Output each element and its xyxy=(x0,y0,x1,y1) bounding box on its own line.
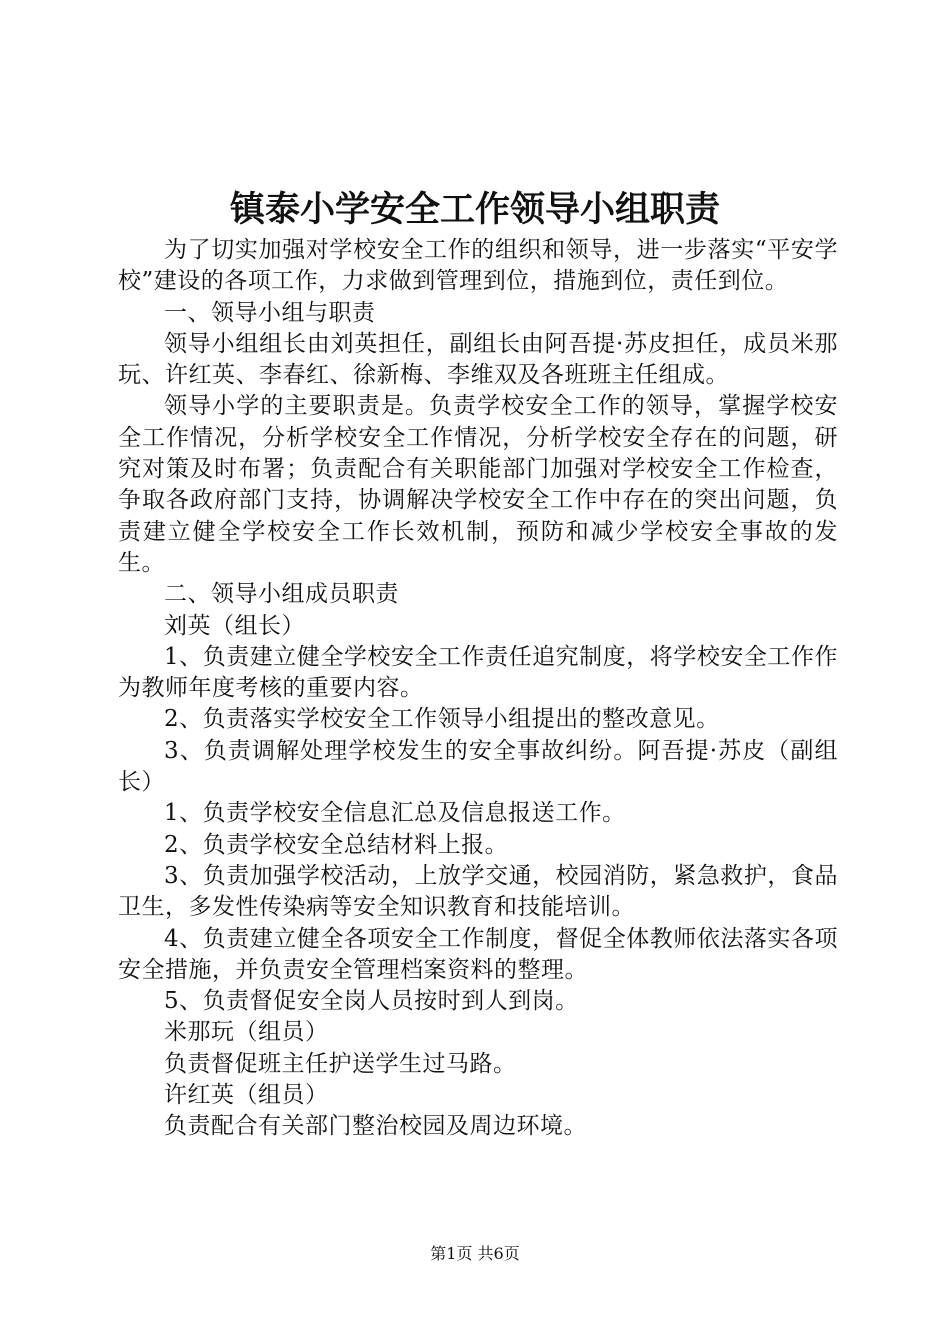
paragraph: 领导小学的主要职责是。负责学校安全工作的领导，掌握学校安全工作情况，分析学校安全工作情况，分析学校安全存在的问题，研究对策及时布署；负责配合有关职能部门加强对学校安全工作检查，争取各政府部门支持，协调解决学校安全工作中存在的突出问题，负责建立健全学校安全工作长效机制，预防和减少学校安全事故的发生。 xyxy=(118,393,838,576)
document-title: 镇泰小学安全工作领导小组职责 xyxy=(229,189,720,230)
paragraph: 负责督促班主任护送学生过马路。 xyxy=(164,1050,517,1077)
document-body xyxy=(118,235,838,1143)
section-heading: 二、领导小组成员职责 xyxy=(164,581,399,608)
list-item: 1、负责学校安全信息汇总及信息报送工作。 xyxy=(164,800,626,827)
list-item: 3、负责调解处理学校发生的安全事故纠纷。阿吾提·苏皮（副组长） xyxy=(118,737,838,796)
list-item: 1、负责建立健全学校安全工作责任追究制度，将学校安全工作作为教师年度考核的重要内容。 xyxy=(118,643,838,702)
list-item: 2、负责落实学校安全工作领导小组提出的整改意见。 xyxy=(164,706,720,733)
list-item: 2、负责学校安全总结材料上报。 xyxy=(164,831,509,858)
list-item: 3、负责加强学校活动，上放学交通，校园消防，紧急救护，食品卫生，多发性传染病等安全知识教育和技能培训。 xyxy=(118,862,838,921)
page-footer: 第1页 共6页 xyxy=(430,1244,520,1263)
member-heading: 许红英（组员） xyxy=(164,1082,329,1109)
member-heading: 刘英（组长） xyxy=(164,612,305,639)
section-heading: 一、领导小组与职责 xyxy=(164,299,376,326)
paragraph: 为了切实加强对学校安全工作的组织和领导，进一步落实“平安学校”建设的各项工作，力求做到管理到位，措施到位，责任到位。 xyxy=(118,237,838,295)
paragraph: 领导小组组长由刘英担任，副组长由阿吾提·苏皮担任，成员米那玩、许红英、李春红、徐新梅、李维双及各班班主任组成。 xyxy=(118,330,838,389)
list-item: 4、负责建立健全各项安全工作制度，督促全体教师依法落实各项安全措施，并负责安全管理档案资料的整理。 xyxy=(118,925,838,983)
member-heading: 米那玩（组员） xyxy=(164,1019,329,1046)
paragraph: 负责配合有关部门整治校园及周边环境。 xyxy=(164,1113,587,1140)
list-item: 5、负责督促安全岗人员按时到人到岗。 xyxy=(164,988,579,1015)
